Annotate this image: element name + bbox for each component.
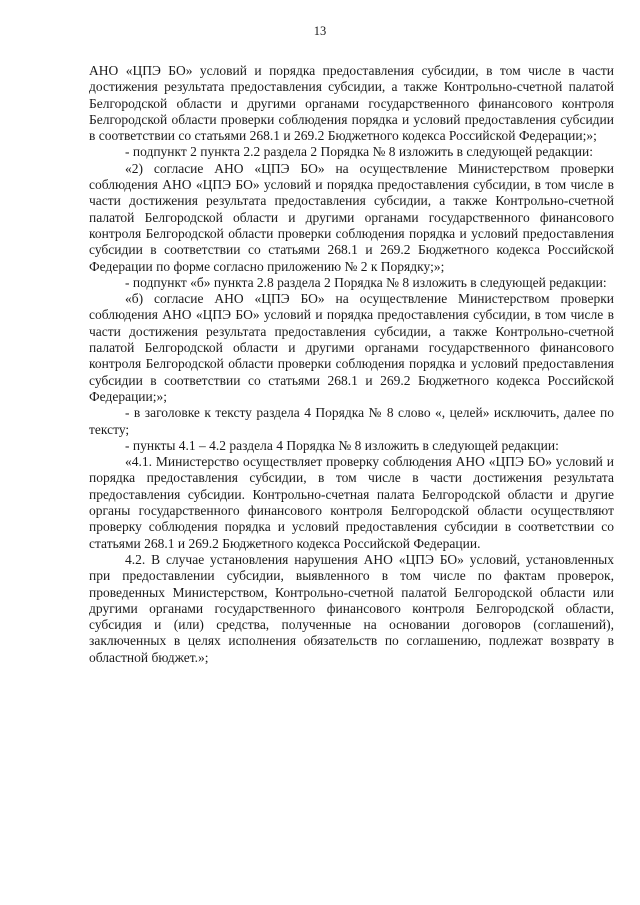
- paragraph-quote-4-2: 4.2. В случае установления нарушения АНО «ЦПЭ БО» условий, установленных при предоставлении субсидии, выявленного в том числе по фактам проверок, проведенных Министерством, Контрольно-счетной палатой Белгородской области или другими органами государственного финансового контроля Белгородской области, субсидия и (или) средства, полученные на основании договоров (соглашений), заключенных в целях исполнения обязательств по соглашению, подлежат возврату в областной бюджет.»;: [89, 551, 614, 665]
- document-body: [89, 63, 614, 666]
- paragraph-amendment-section-4-title: - в заголовке к тексту раздела 4 Порядка № 8 слово «, целей» исключить, далее по тексту;: [89, 405, 614, 437]
- paragraph-amendment-2-8: - подпункт «б» пункта 2.8 раздела 2 Порядка № 8 изложить в следующей редакции:: [125, 274, 607, 290]
- paragraph-quote-4-1: «4.1. Министерство осуществляет проверку соблюдения АНО «ЦПЭ БО» условий и порядка предоставления субсидии, в том числе в части достижения результата предоставления субсидии. Контрольно-счетная палата Белгородской области и другие органы государственного финансового контроля Белгородской области осуществляют проверку соблюдения порядка и условий предоставления субсидии в соответствии со статьями 268.1 и 269.2 Бюджетного кодекса Российской Федерации.: [89, 454, 614, 551]
- paragraph-amendment-4-1-4-2: - пункты 4.1 – 4.2 раздела 4 Порядка № 8 изложить в следующей редакции:: [125, 437, 559, 453]
- paragraph-quote-b: «б) согласие АНО «ЦПЭ БО» на осуществление Министерством проверки соблюдения АНО «ЦПЭ БО» условий и порядка предоставления субсидии, в том числе в части достижения результата предоставления субсидии, а также Контрольно-счетной палатой Белгородской области и другими органами государственного финансового контроля Белгородской области проверки соблюдения порядка и условий предоставления субсидии в соответствии со статьями 268.1 и 269.2 Бюджетного кодекса Российской Федерации;»;: [89, 291, 614, 404]
- paragraph-quote-2: «2) согласие АНО «ЦПЭ БО» на осуществление Министерством проверки соблюдения АНО «ЦПЭ БО» условий и порядка предоставления субсидии, в том числе в части достижения результата предоставления субсидии, а также Контрольно-счетной палатой Белгородской области и другими органами государственного финансового контроля Белгородской области проверки соблюдения порядка и условий предоставления субсидии в соответствии со статьями 268.1 и 269.2 Бюджетного кодекса Российской Федерации по форме согласно приложению № 2 к Порядку;»;: [89, 160, 614, 274]
- page-number: 13: [313, 24, 327, 38]
- paragraph-continuation: АНО «ЦПЭ БО» условий и порядка предоставления субсидии, в том числе в части достижения результата предоставления субсидии, а также Контрольно-счетной палатой Белгородской области и другими органами государственного финансового контроля Белгородской области проверки соблюдения порядка и условий предоставления субсидии в соответствии со статьями 268.1 и 269.2 Бюджетного кодекса Российской Федерации;»;: [89, 63, 614, 144]
- paragraph-amendment-2-2: - подпункт 2 пункта 2.2 раздела 2 Порядка № 8 изложить в следующей редакции:: [125, 144, 593, 160]
